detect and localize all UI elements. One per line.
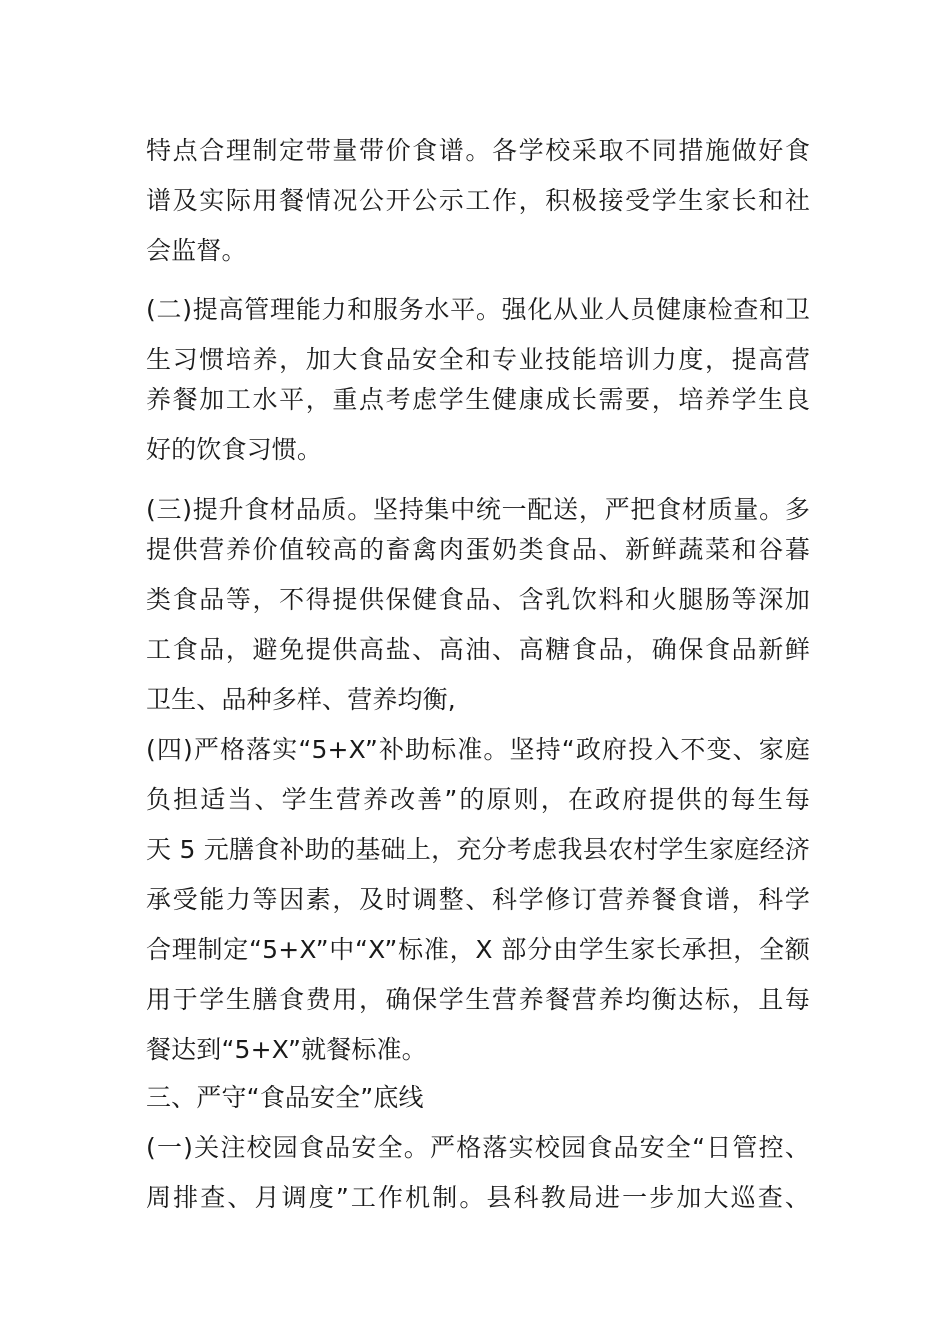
text-line: 提供营养价值较高的畜禽肉蛋奶类食品、新鲜蔬菜和谷暮 (146, 535, 810, 564)
text-line: 谱及实际用餐情况公开公示工作，积极接受学生家长和社 (146, 186, 810, 215)
text-line: 会监督。 (146, 236, 247, 265)
section-heading-line: (三)提升食材品质。坚持集中统一配送，严把食材质量。多 (146, 495, 810, 524)
section-heading-line: (四)严格落实“5+X”补助标准。坚持“政府投入不变、家庭 (146, 735, 810, 764)
text-line: 卫生、品种多样、营养均衡, (146, 685, 456, 714)
text-line: 特点合理制定带量带价食谱。各学校采取不同措施做好食 (146, 136, 810, 165)
text-line: 餐达到“5+X”就餐标准。 (146, 1035, 427, 1064)
text-line: 用于学生膳食费用，确保学生营养餐营养均衡达标，且每 (146, 985, 810, 1014)
text-line: 好的饮食习惯。 (146, 435, 323, 464)
section-heading-line: (二)提高管理能力和服务水平。强化从业人员健康检查和卫 (146, 295, 810, 324)
text-line: 生习惯培养，加大食品安全和专业技能培训力度，提高营 (146, 345, 810, 374)
text-line: 天 5 元膳食补助的基础上，充分考虑我县农村学生家庭经济 (146, 835, 810, 864)
text-line: 承受能力等因素，及时调整、科学修订营养餐食谱，科学 (146, 885, 810, 914)
text-line: 合理制定“5+X”中“X”标准，X 部分由学生家长承担，全额 (146, 935, 810, 964)
section-title: 三、严守“食品安全”底线 (146, 1083, 424, 1112)
text-line: 工食品，避免提供高盐、高油、高糖食品，确保食品新鲜 (146, 635, 810, 664)
text-line: 类食品等，不得提供保健食品、含乳饮料和火腿肠等深加 (146, 585, 810, 614)
text-line: 周排查、月调度”工作机制。县科教局进一步加大巡查、 (146, 1183, 810, 1212)
section-heading-line: (一)关注校园食品安全。严格落实校园食品安全“日管控、 (146, 1133, 810, 1162)
text-line: 负担适当、学生营养改善”的原则，在政府提供的每生每 (146, 785, 810, 814)
text-line: 养餐加工水平，重点考虑学生健康成长需要，培养学生良 (146, 385, 810, 414)
